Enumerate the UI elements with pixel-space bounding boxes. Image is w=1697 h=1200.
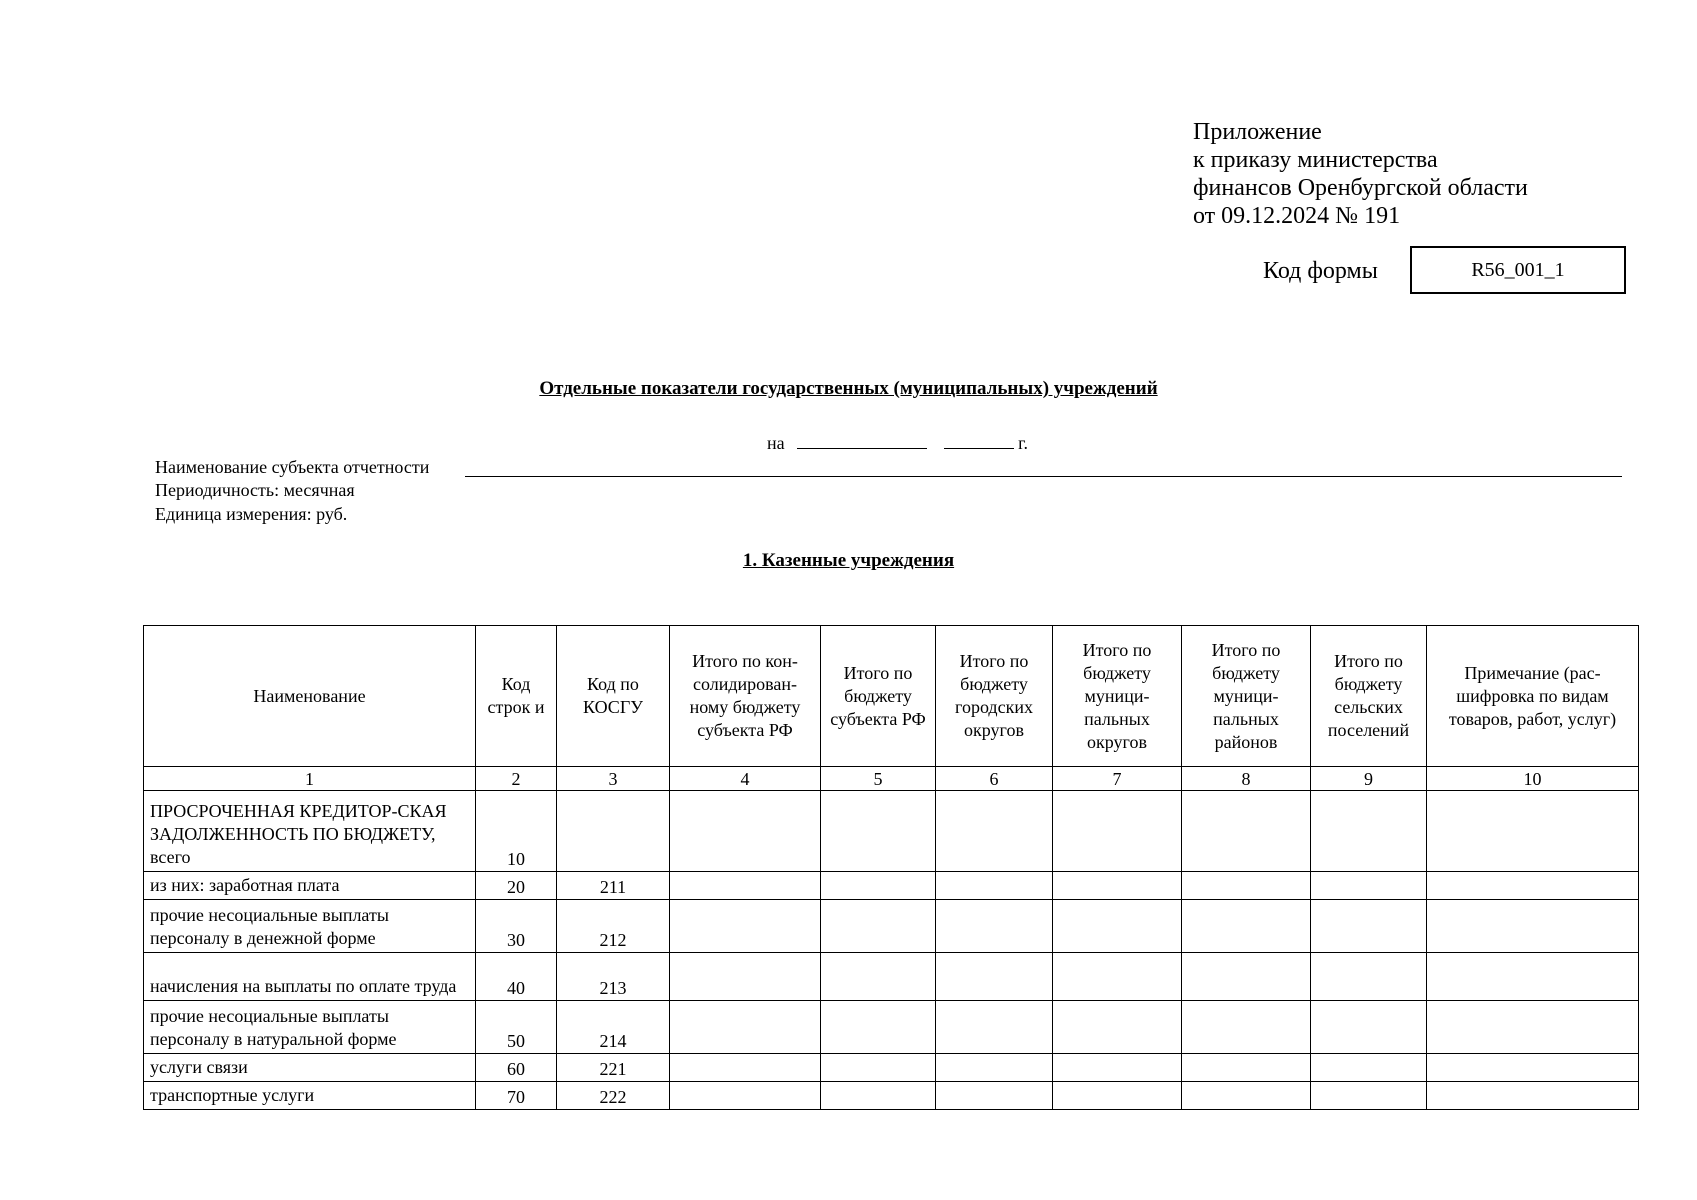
- value-cell[interactable]: [821, 872, 936, 900]
- column-number: 10: [1427, 767, 1639, 791]
- column-number-row: [144, 767, 1639, 791]
- value-cell[interactable]: [821, 791, 936, 872]
- value-cell[interactable]: [670, 1054, 821, 1082]
- value-cell[interactable]: [670, 900, 821, 953]
- row-kosgu: [557, 791, 670, 872]
- row-line-code: 40: [476, 953, 557, 1001]
- table-row: [144, 1001, 1639, 1054]
- column-header: Код строк и: [476, 626, 557, 767]
- section-title: 1. Казенные учреждения: [742, 550, 955, 571]
- row-kosgu: 222: [557, 1082, 670, 1110]
- column-header: Итого по бюджету сельских поселений: [1311, 626, 1427, 767]
- row-name: из них: заработная плата: [144, 872, 476, 900]
- row-name: транспортные услуги: [144, 1082, 476, 1110]
- value-cell[interactable]: [1182, 900, 1311, 953]
- row-line-code: 20: [476, 872, 557, 900]
- row-name: ПРОСРОЧЕННАЯ КРЕДИТОР-СКАЯ ЗАДОЛЖЕННОСТЬ ПО БЮДЖЕТУ, всего: [144, 791, 476, 872]
- row-line-code: 70: [476, 1082, 557, 1110]
- note-cell[interactable]: [1427, 900, 1639, 953]
- column-header: Примечание (рас-шифровка по видам товаров, работ, услуг): [1427, 626, 1639, 767]
- form-code-value: R56_001_1: [1410, 246, 1626, 294]
- table-row: [144, 953, 1639, 1001]
- row-line-code: 10: [476, 791, 557, 872]
- value-cell[interactable]: [936, 791, 1053, 872]
- column-number: 6: [936, 767, 1053, 791]
- row-name: начисления на выплаты по оплате труда: [144, 953, 476, 1001]
- value-cell[interactable]: [821, 953, 936, 1001]
- column-header: Итого по бюджету муници-пальных округов: [1053, 626, 1182, 767]
- column-number: 5: [821, 767, 936, 791]
- row-kosgu: 221: [557, 1054, 670, 1082]
- value-cell[interactable]: [1311, 791, 1427, 872]
- column-number: 9: [1311, 767, 1427, 791]
- table-row: [144, 900, 1639, 953]
- note-cell[interactable]: [1427, 872, 1639, 900]
- column-number: 2: [476, 767, 557, 791]
- value-cell[interactable]: [1182, 1082, 1311, 1110]
- value-cell[interactable]: [936, 1054, 1053, 1082]
- value-cell[interactable]: [936, 1001, 1053, 1054]
- value-cell[interactable]: [821, 1001, 936, 1054]
- appendix-line: к приказу министерства: [1193, 147, 1438, 173]
- row-line-code: 30: [476, 900, 557, 953]
- value-cell[interactable]: [1053, 953, 1182, 1001]
- periodicity-label: Периодичность: месячная: [155, 480, 355, 500]
- column-number: 3: [557, 767, 670, 791]
- table-row: [144, 872, 1639, 900]
- report-date-blank[interactable]: [797, 434, 927, 449]
- value-cell[interactable]: [1311, 900, 1427, 953]
- unit-label: Единица измерения: руб.: [155, 504, 348, 524]
- row-name: прочие несоциальные выплаты персоналу в натуральной форме: [144, 1001, 476, 1054]
- row-kosgu: 213: [557, 953, 670, 1001]
- subject-label: Наименование субъекта отчетности: [155, 457, 430, 477]
- table-row: [144, 791, 1639, 872]
- row-kosgu: 214: [557, 1001, 670, 1054]
- value-cell[interactable]: [670, 791, 821, 872]
- form-code-label: Код формы: [1263, 258, 1378, 284]
- column-header: Наименование: [144, 626, 476, 767]
- value-cell[interactable]: [821, 1082, 936, 1110]
- row-name: услуги связи: [144, 1054, 476, 1082]
- column-header: Код по КОСГУ: [557, 626, 670, 767]
- value-cell[interactable]: [1182, 953, 1311, 1001]
- value-cell[interactable]: [1053, 900, 1182, 953]
- value-cell[interactable]: [670, 872, 821, 900]
- note-cell[interactable]: [1427, 791, 1639, 872]
- column-header: Итого по бюджету городских округов: [936, 626, 1053, 767]
- value-cell[interactable]: [1053, 872, 1182, 900]
- note-cell[interactable]: [1427, 1054, 1639, 1082]
- note-cell[interactable]: [1427, 1082, 1639, 1110]
- row-kosgu: 211: [557, 872, 670, 900]
- value-cell[interactable]: [1053, 1054, 1182, 1082]
- column-header: Итого по бюджету субъекта РФ: [821, 626, 936, 767]
- document-title: Отдельные показатели государственных (муниципальных) учреждений: [539, 378, 1158, 399]
- value-cell[interactable]: [936, 872, 1053, 900]
- value-cell[interactable]: [1311, 953, 1427, 1001]
- value-cell[interactable]: [1182, 872, 1311, 900]
- value-cell[interactable]: [1311, 1001, 1427, 1054]
- value-cell[interactable]: [1311, 1054, 1427, 1082]
- column-header: Итого по кон-солидирован-ному бюджету субъекта РФ: [670, 626, 821, 767]
- appendix-block: [1193, 118, 1528, 230]
- row-kosgu: 212: [557, 900, 670, 953]
- subject-blank[interactable]: [465, 476, 1622, 477]
- row-line-code: 50: [476, 1001, 557, 1054]
- appendix-line: от 09.12.2024 № 191: [1193, 203, 1401, 229]
- value-cell[interactable]: [936, 900, 1053, 953]
- note-cell[interactable]: [1427, 953, 1639, 1001]
- value-cell[interactable]: [821, 900, 936, 953]
- appendix-line: финансов Оренбургской области: [1193, 175, 1528, 201]
- report-date-prefix: на: [767, 433, 785, 453]
- report-table: [143, 625, 1639, 1110]
- column-number: 7: [1053, 767, 1182, 791]
- row-name: прочие несоциальные выплаты персоналу в денежной форме: [144, 900, 476, 953]
- table-row: [144, 1054, 1639, 1082]
- report-date-suffix: г.: [1018, 433, 1028, 453]
- value-cell[interactable]: [1311, 872, 1427, 900]
- value-cell[interactable]: [1053, 791, 1182, 872]
- column-number: 4: [670, 767, 821, 791]
- value-cell[interactable]: [1182, 791, 1311, 872]
- row-line-code: 60: [476, 1054, 557, 1082]
- value-cell[interactable]: [1311, 1082, 1427, 1110]
- value-cell[interactable]: [936, 953, 1053, 1001]
- column-number: 1: [144, 767, 476, 791]
- value-cell[interactable]: [1182, 1001, 1311, 1054]
- column-number: 8: [1182, 767, 1311, 791]
- report-year-blank[interactable]: [944, 434, 1014, 449]
- value-cell[interactable]: [936, 1082, 1053, 1110]
- value-cell[interactable]: [1053, 1082, 1182, 1110]
- value-cell[interactable]: [670, 953, 821, 1001]
- value-cell[interactable]: [670, 1082, 821, 1110]
- value-cell[interactable]: [1182, 1054, 1311, 1082]
- value-cell[interactable]: [670, 1001, 821, 1054]
- column-header: Итого по бюджету муници-пальных районов: [1182, 626, 1311, 767]
- table-row: [144, 1082, 1639, 1110]
- value-cell[interactable]: [821, 1054, 936, 1082]
- note-cell[interactable]: [1427, 1001, 1639, 1054]
- appendix-line: Приложение: [1193, 119, 1322, 145]
- table-header-row: [144, 626, 1639, 767]
- report-date-line: [767, 433, 1028, 454]
- value-cell[interactable]: [1053, 1001, 1182, 1054]
